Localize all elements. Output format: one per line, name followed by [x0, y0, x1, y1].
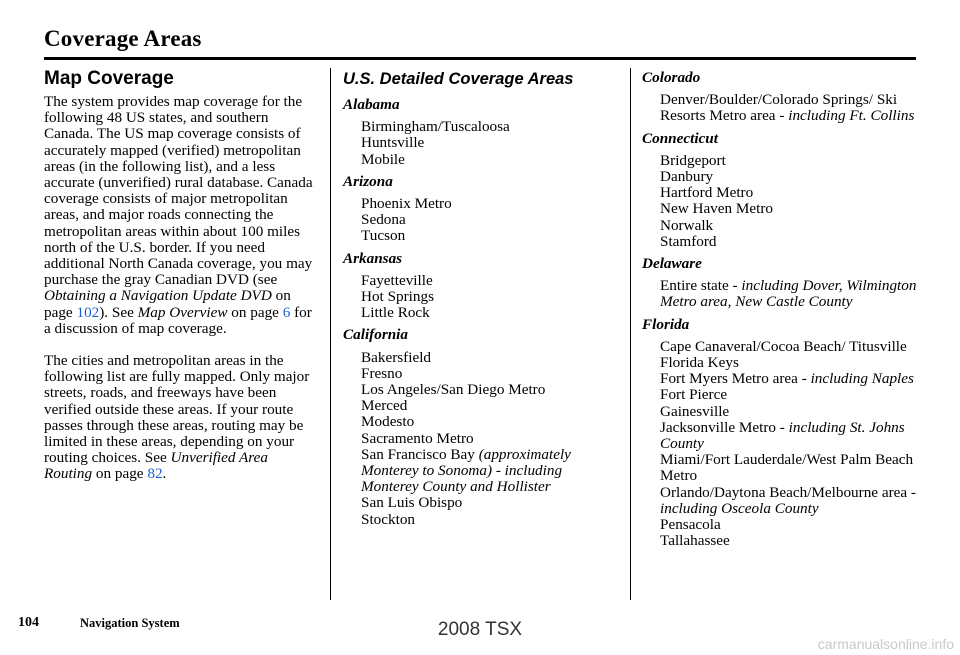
para1-on-page-1: on page [44, 287, 291, 321]
city-item: Gainesville [660, 402, 730, 420]
vehicle-model: 2008 TSX [437, 619, 523, 640]
colorado-c1-text: Denver/Boulder/Colorado Springs/ Ski Resorts Metro area - [660, 91, 898, 125]
city-item: Tallahassee [660, 532, 730, 550]
ref-obtaining-update-dvd: Obtaining a Navigation Update DVD [44, 287, 272, 305]
ref-map-overview: Map Overview [137, 303, 228, 321]
city-item: San Luis Obispo [361, 494, 463, 512]
city-item: Fayetteville [361, 271, 433, 289]
colorado-c1-italic: including Ft. Collins [788, 107, 915, 125]
city-item-san-francisco [361, 447, 623, 496]
state-alabama: Alabama [343, 96, 400, 113]
coverage-column-3 [642, 70, 932, 549]
florida-c3-text: Fort Myers Metro area - [660, 370, 811, 388]
para1-on-page-2: on page [227, 303, 283, 321]
city-item: Mobile [361, 150, 405, 168]
city-item: New Haven Metro [660, 200, 774, 218]
city-item: Birmingham/Tuscaloosa [361, 118, 510, 136]
sf-text: San Francisco Bay [361, 445, 479, 463]
city-item: Merced [361, 397, 408, 415]
state-connecticut: Connecticut [642, 129, 718, 147]
city-item: Florida Keys [660, 354, 739, 372]
city-item [660, 485, 932, 517]
page-link-6[interactable]: 6 [282, 303, 291, 321]
us-coverage-column [343, 70, 623, 528]
ref-unverified-area-routing: Unverified Area Routing [44, 449, 268, 483]
para2-text: The cities and metropolitan areas in the following list are fully mapped. Only major streets, roads, and freeways have been verified outside these areas. If your route passes through these areas, routing may be limited in these areas, depending on your routing choices. See [44, 352, 310, 467]
florida-cities [660, 339, 932, 550]
city-item: Little Rock [361, 304, 430, 322]
alabama-cities [361, 119, 623, 168]
sf-italic: (approximately Monterey to Sonoma) - including Monterey County and Hollister [361, 445, 571, 496]
us-coverage-heading: U.S. Detailed Coverage Areas [343, 70, 574, 88]
city-item [660, 92, 932, 124]
city-item [660, 278, 932, 310]
city-item: Cape Canaveral/Cocoa Beach/ Titusville [660, 337, 907, 355]
city-item: Norwalk [660, 216, 714, 234]
delaware-c1-text: Entire state - [660, 277, 742, 295]
page-title: Coverage Areas [44, 26, 202, 51]
para1-end: for a discussion of map coverage. [44, 303, 312, 337]
city-item: Bridgeport [660, 151, 726, 169]
city-item: Huntsville [361, 134, 425, 152]
city-item: Sedona [361, 211, 406, 229]
state-colorado: Colorado [642, 69, 701, 86]
arizona-cities [361, 196, 623, 245]
map-coverage-heading: Map Coverage [44, 68, 174, 89]
page-link-102[interactable]: 102 [76, 303, 100, 321]
delaware-c1-italic: including Dover, Wilmington Metro area, New Castle County [660, 277, 917, 311]
city-item: Hot Springs [361, 288, 434, 306]
map-coverage-column [44, 68, 316, 499]
city-item: Bakersfield [361, 348, 432, 366]
florida-c3-italic: including Naples [810, 370, 914, 388]
arkansas-cities [361, 273, 623, 322]
city-item [660, 371, 932, 387]
map-coverage-paragraph-1 [44, 94, 316, 337]
state-california: California [343, 326, 408, 344]
connecticut-cities [660, 153, 932, 250]
colorado-cities [660, 92, 932, 124]
watermark: carmanualsonline.info [817, 636, 954, 652]
page-number: 104 [18, 615, 39, 630]
city-item: Stamford [660, 232, 717, 250]
city-item: Modesto [361, 413, 415, 431]
title-rule [44, 57, 916, 60]
state-arizona: Arizona [343, 172, 393, 190]
city-item: Stockton [361, 510, 416, 528]
city-item: Los Angeles/San Diego Metro [361, 381, 546, 399]
para1-see: ). See [99, 303, 138, 321]
florida-c6-text: Jacksonville Metro - [660, 418, 789, 436]
map-coverage-paragraph-2 [44, 353, 316, 483]
state-arkansas: Arkansas [343, 249, 403, 267]
city-item [660, 420, 932, 452]
city-item: Danbury [660, 168, 714, 186]
florida-c6-italic: including St. Johns County [660, 418, 905, 453]
state-delaware: Delaware [642, 255, 702, 273]
florida-c8-text: Orlando/Daytona Beach/Melbourne area - [660, 483, 916, 501]
state-florida: Florida [642, 315, 690, 333]
para1-text: The system provides map coverage for the following 48 US states, and southern Canada. The US map coverage consists of accurately mapped (verified) metropolitan areas (in the following list), and a less accurate (unverified) rural database. Canada coverage consists of major metropolitan areas, and major roads connecting the metropolitan areas within about 100 miles north of the U.S. border. If you need additional North Canada coverage, you may purchase the gray Canadian DVD (see [44, 93, 313, 289]
city-item: Phoenix Metro [361, 195, 452, 213]
para2-on-page: on page [92, 465, 148, 483]
city-item: Sacramento Metro [361, 429, 474, 447]
para2-end: . [162, 465, 167, 483]
city-item: Fort Pierce [660, 386, 728, 404]
florida-c8-italic: including Osceola County [660, 499, 819, 517]
city-item: Fresno [361, 364, 403, 382]
city-item: Hartford Metro [660, 184, 754, 202]
column-divider-2 [630, 68, 631, 600]
california-cities [361, 350, 623, 528]
column-divider-1 [330, 68, 331, 600]
delaware-cities [660, 278, 932, 310]
page-link-82[interactable]: 82 [147, 465, 163, 483]
city-item: Pensacola [660, 516, 721, 534]
city-item: Miami/Fort Lauderdale/West Palm Beach Metro [660, 451, 914, 485]
city-item: Tucson [361, 227, 406, 245]
footer-title: Navigation System [80, 616, 180, 630]
